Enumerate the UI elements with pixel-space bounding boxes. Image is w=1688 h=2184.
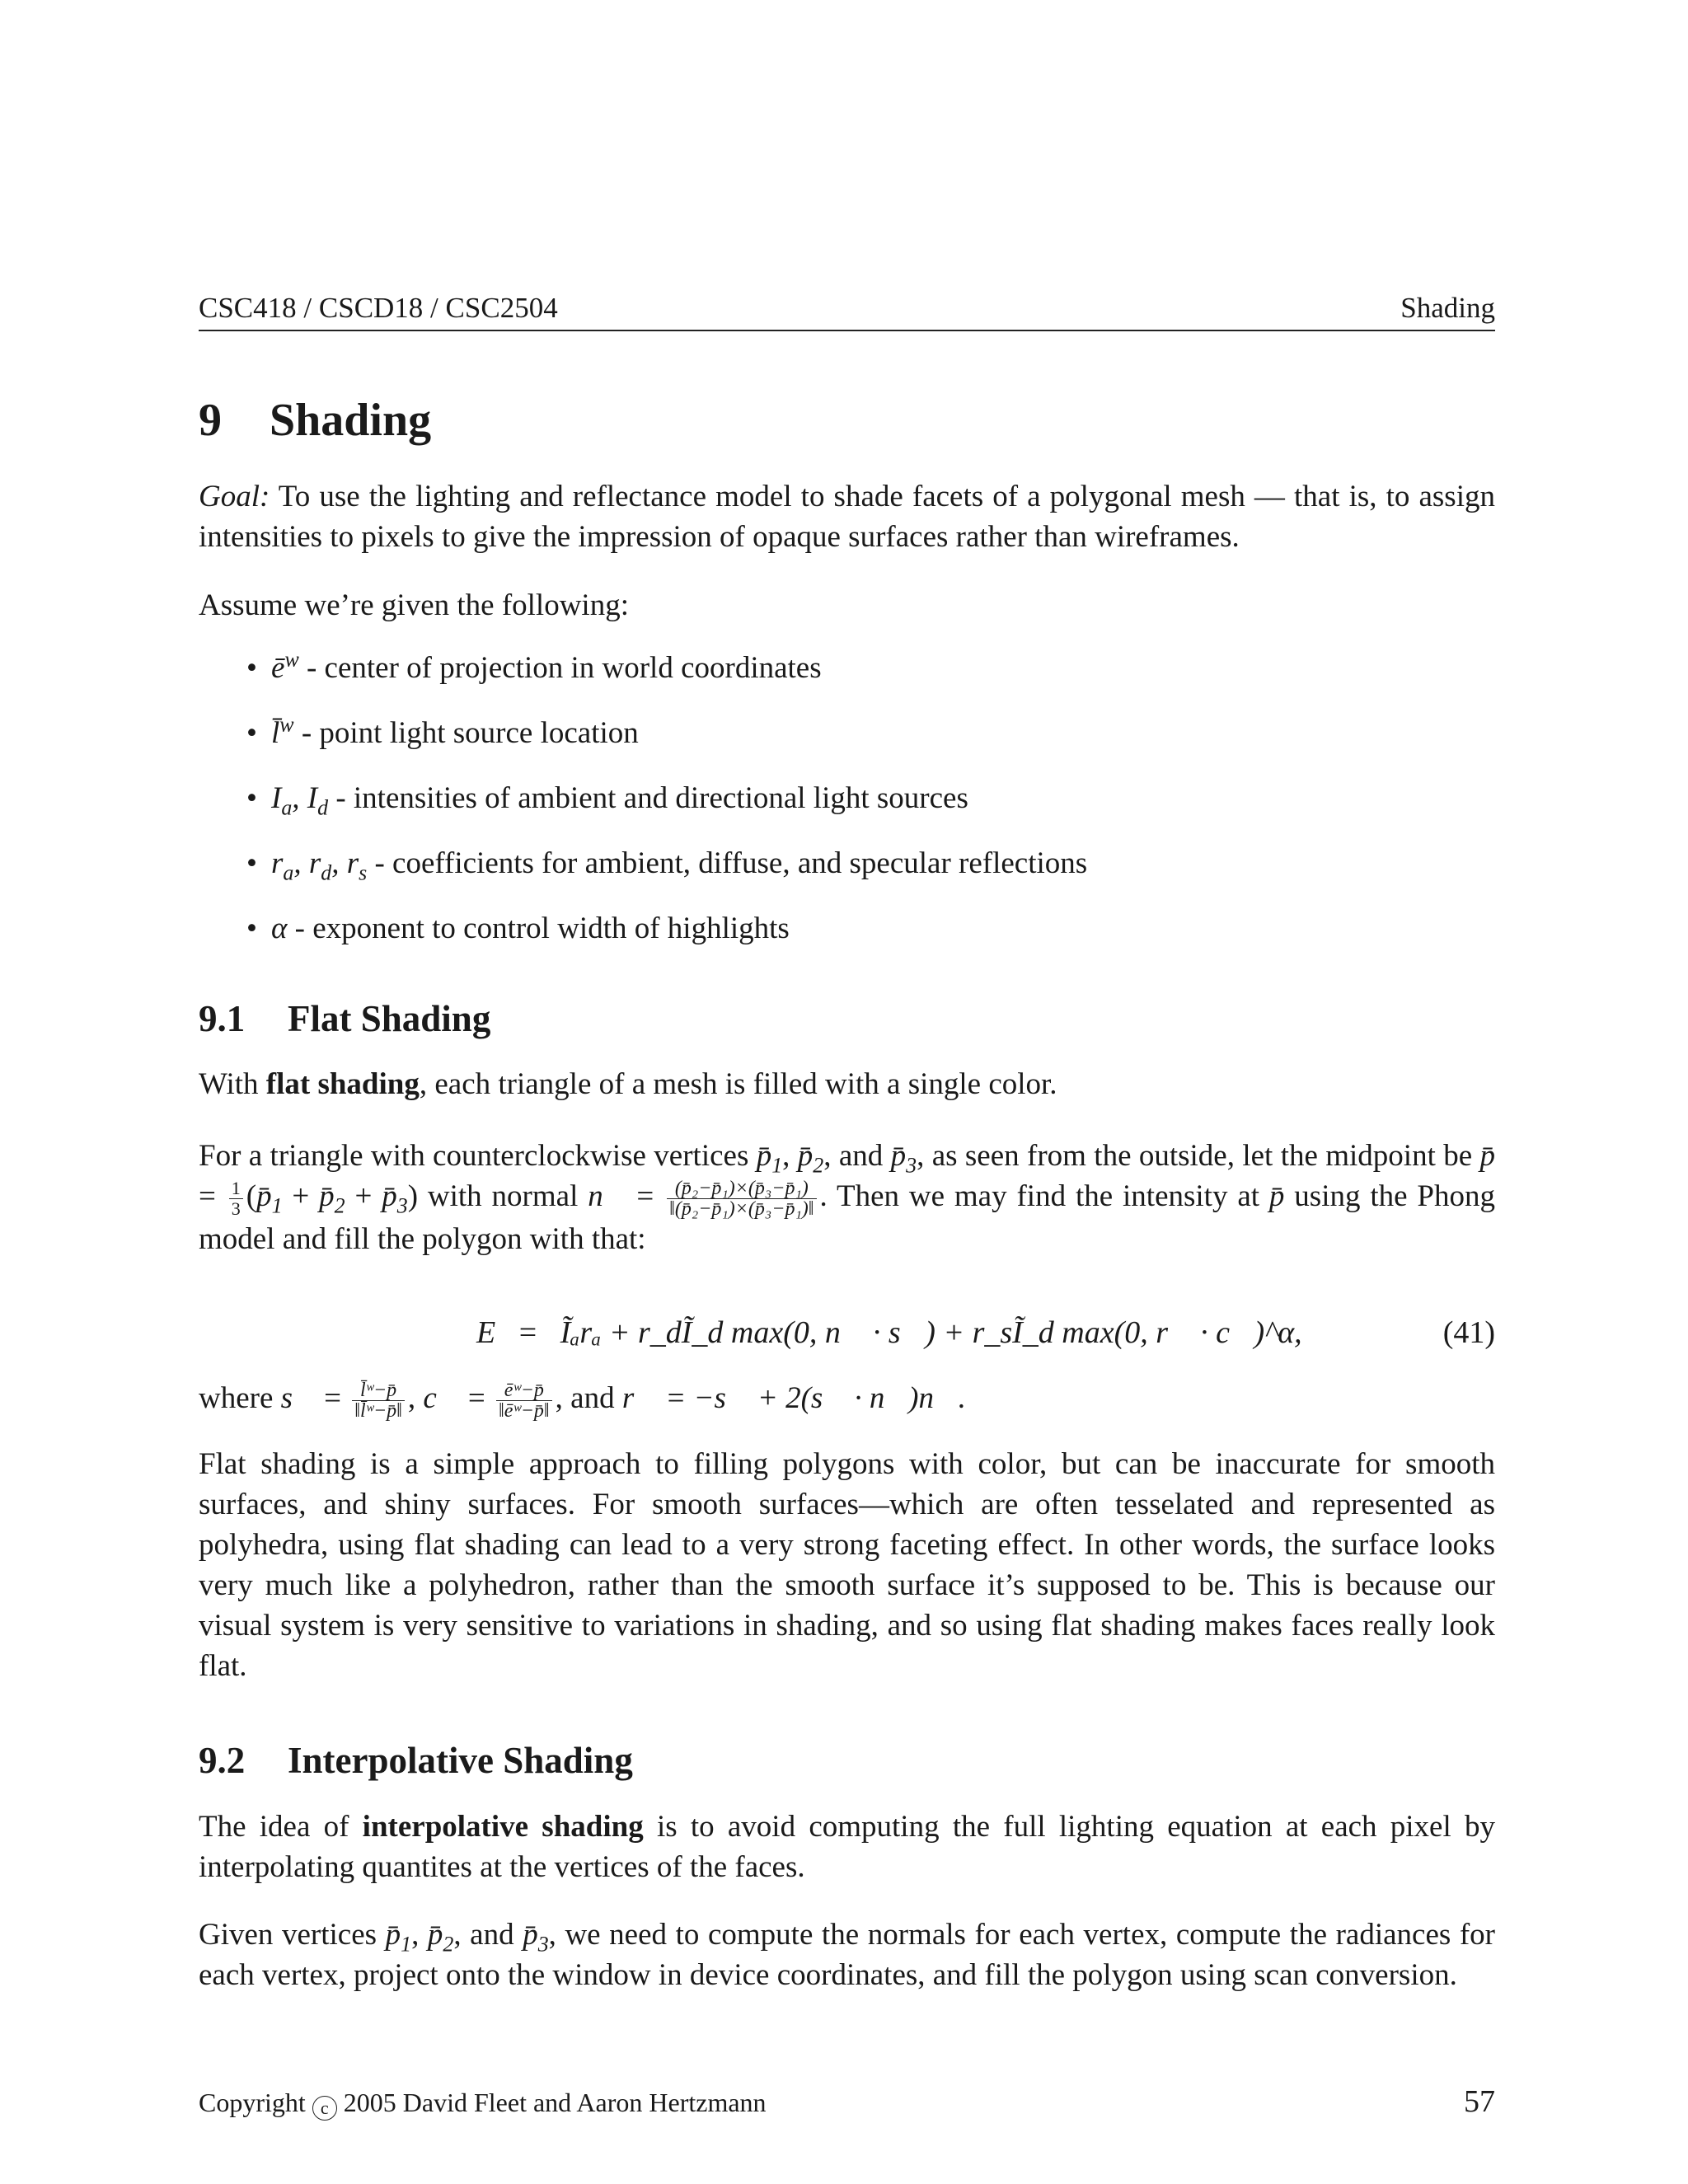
page-number: 57 (1464, 2084, 1495, 2119)
bullet-icon: • (246, 912, 257, 945)
list-item (199, 908, 1495, 973)
flat-discussion-paragraph: Flat shading is a simple approach to filling polygons with color, but can be inaccurate for smooth surfaces, and shiny surfaces. For smooth surfaces—which are often tesselated and represented as polyhedra, using flat shading can lead to a very strong faceting effect. In other words, the surface looks very much like a polyhedron, rather than the smooth surface it’s supposed to be. This is because our visual system is very sensitive to variations in shading, and so using flat shading makes faces really look flat. (199, 1447, 1495, 1683)
list-item (199, 648, 1495, 713)
course-codes: CSC418 / CSCD18 / CSC2504 (199, 292, 558, 324)
flat-intro-paragraph: With flat shading, each triangle of a mesh is filled with a single color. (199, 1067, 1057, 1101)
list-item (199, 778, 1495, 843)
copyright-notice: Copyright c 2005 David Fleet and Aaron Hertzmann (199, 2088, 767, 2121)
subsection-title: Interpolative Shading (288, 1740, 633, 1781)
list-item-text: - intensities of ambient and directional light sources (328, 781, 968, 815)
section-title: Shading (270, 395, 432, 446)
math-alpha: α (271, 912, 288, 945)
equation-body: E = Ĩₐrₐ + r_dĨ_d max(0, n⃗ · s⃗) + r_sĨ_d max(0, r⃗ · c⃗)^α, (476, 1315, 1302, 1350)
list-item-text: - point light source location (293, 716, 639, 750)
bullet-icon: • (246, 651, 257, 685)
bullet-icon: • (246, 781, 257, 815)
goal-label: Goal: (199, 480, 270, 513)
section-heading (199, 394, 1495, 447)
header-chapter: Shading (1400, 292, 1495, 324)
subsection-heading-interpolative (199, 1739, 1495, 1782)
subsection-heading-flat (199, 997, 1495, 1040)
subsection-title: Flat Shading (288, 998, 491, 1039)
goal-paragraph (199, 476, 1495, 557)
where-line: where s⃗ = $\frac{\text{l̄ʷ−p̄}}{\text{‖l̄ʷ−p̄‖}}$ , c⃗ = $\frac{\text{ēʷ−p̄}}{\text{‖ēʷ−p̄‖}}$ , and r⃗ = −s⃗ + 2(s⃗ · n⃗)n⃗. (199, 1380, 965, 1422)
assume-text: Assume we’re given the following: (199, 588, 629, 622)
math-coefficients: $r_a$, $r_d$, $r_s$ (271, 846, 368, 885)
math-light: l̄$^w$ (271, 712, 294, 750)
bullet-icon: • (246, 716, 257, 750)
normal-fraction: $\frac{\text{(p̄₂−p̄₁)×(p̄₃−p̄₁)}}{\text{‖(p̄₂−p̄₁)×(p̄₃−p̄₁)‖}}$ (667, 1179, 816, 1219)
section-number: 9 (199, 395, 222, 446)
subsection-number: 9.2 (199, 1740, 246, 1781)
goal-text: To use the lighting and reflectance model to shade facets of a polygonal mesh — that is, to assign intensities to pixels to give the impression of opaque surfaces rather than wireframes. (199, 480, 1495, 554)
phong-equation (199, 1315, 1495, 1364)
assume-paragraph (199, 585, 1495, 626)
list-item-text: - coefficients for ambient, diffuse, and specular reflections (367, 846, 1088, 880)
list-item (199, 713, 1495, 778)
list-item-text: - center of projection in world coordinates (298, 651, 822, 685)
interp-intro-paragraph: The idea of interpolative shading is to avoid computing the full lighting equation at each pixel by interpolating quantites at the vertices of the faces. (199, 1810, 1495, 1884)
c-fraction: $\frac{\text{ēʷ−p̄}}{\text{‖ēʷ−p̄‖}}$ (496, 1380, 552, 1421)
term-interpolative-shading: interpolative shading (362, 1810, 644, 1844)
list-item-text: - exponent to control width of highlights (287, 912, 790, 945)
page-footer (199, 2083, 1495, 2121)
given-list (199, 648, 1495, 973)
s-fraction: $\frac{\text{l̄ʷ−p̄}}{\text{‖l̄ʷ−p̄‖}}$ (352, 1380, 405, 1421)
math-intensities: $I_a$, $I_d$ (271, 781, 329, 820)
subsection-number: 9.1 (199, 998, 246, 1039)
flat-triangle-paragraph: For a triangle with counterclockwise vertices $p̄_1$, $p̄_2$, and $p̄_3$, as seen from the outside, let the midpoint be p̄ = $\frac{1}{3}$ ($p̄_1$ + $p̄_2$ + $p̄_3$) with normal n⃗ = $\frac{\text{(p̄₂−p̄₁)×(p̄₃−p̄₁)}}{\text{‖(p̄₂−p̄₁)×(p̄₃−p̄₁)‖}}$ . Then we may find the intensity at p̄ using the Phong model and fill the polygon with that: (199, 1139, 1496, 1257)
running-header (199, 292, 1495, 331)
bullet-icon: • (246, 846, 257, 880)
list-item (199, 843, 1495, 908)
equation-number: (41) (1442, 1315, 1495, 1350)
math-eye: $ē^w$ (271, 647, 299, 685)
copyright-icon: c (312, 2096, 337, 2121)
term-flat-shading: flat shading (265, 1067, 420, 1101)
interp-vertices-paragraph: Given vertices $p̄_1$, $p̄_2$, and $p̄_3$, we need to compute the normals for each vertex, compute the radiances for each vertex, project onto the window in device coordinates, and fill the polygon using scan conversion. (199, 1918, 1495, 1992)
